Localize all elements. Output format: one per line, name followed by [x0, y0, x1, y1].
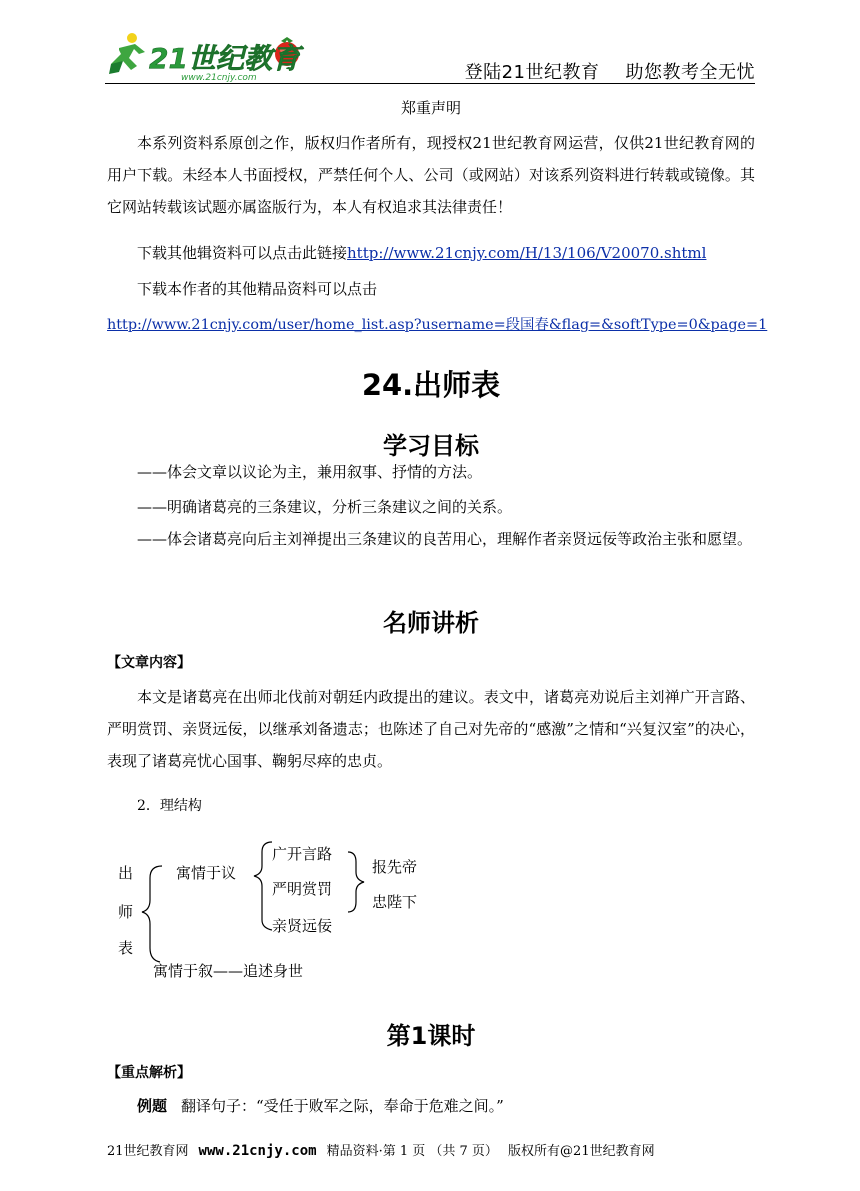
- goal-item-2: ——明确诸葛亮的三条建议，分析三条建议之间的关系。: [137, 498, 513, 516]
- content-label: 【文章内容】: [107, 655, 191, 671]
- link2[interactable]: http://www.21cnjy.com/user/home_list.asp?username=段国春&flag=&softType=0&page=1: [107, 317, 768, 333]
- notice-body: 本系列资料系原创之作，版权归作者所有，现授权21世纪教育网运营，仅供21世纪教育网的用户下载。未经本人书面授权，严禁任何个人、公司（或网站）对该系列资料进行转载或镜像。其它网站转载该试题亦属盗版行为，本人有权追求其法律责任！: [107, 134, 755, 216]
- page-title: 24.出师表: [361, 368, 501, 402]
- goal-item-1: ——体会文章以议论为主，兼用叙事、抒情的方法。: [137, 463, 483, 481]
- bracket-outcomes: [348, 852, 364, 912]
- bracket-suggestions: [254, 842, 272, 930]
- slogan-left: 登陆21世纪教育: [464, 62, 600, 83]
- link1-prefix: 下载其他辑资料可以点击此链接: [137, 244, 348, 262]
- branch-yi: 寓情于议: [176, 864, 237, 882]
- root-char-3: 表: [118, 939, 134, 957]
- bracket-root: [142, 866, 162, 962]
- notice-title: 郑重声明: [400, 99, 461, 117]
- outcome-2: 忠陛下: [372, 893, 418, 911]
- example-label: 例题: [137, 1097, 168, 1115]
- lesson-heading: 第1课时: [386, 1022, 476, 1050]
- structure-label: 2．理结构: [137, 798, 202, 814]
- logo-url: www.21cnjy.com: [181, 73, 257, 82]
- example-text: 翻译句子：“受任于败军之际，奉命于危难之间。”: [181, 1097, 504, 1115]
- outcome-1: 报先帝: [372, 858, 418, 876]
- content-text: 本文是诸葛亮在出师北伐前对朝廷内政提出的建议。表文中，诸葛亮劝说后主刘禅广开言路、严明赏罚、亲贤远佞，以继承刘备遗志；也陈述了自己对先帝的“感激”之情和“兴复汉室”的决心，表现了诸葛亮忧心国事、鞠躬尽瘁的忠贞。: [107, 688, 755, 770]
- link1[interactable]: http://www.21cnjy.com/H/13/106/V20070.shtml: [347, 244, 707, 262]
- root-char-1: 出: [118, 864, 134, 882]
- analysis-heading: 名师讲析: [383, 609, 479, 637]
- goal-item-3: ——体会诸葛亮向后主刘禅提出三条建议的良苦用心，理解作者亲贤远佞等政治主张和愿望。: [137, 530, 753, 548]
- key-label: 【重点解析】: [107, 1065, 191, 1081]
- slogan-right: 助您教考全无忧: [625, 62, 755, 83]
- footer-site: www.21cnjy.com: [198, 1143, 317, 1159]
- suggestion-1: 广开言路: [272, 845, 333, 863]
- footer-left: 21世纪教育网: [107, 1144, 189, 1159]
- page-footer: [107, 1140, 755, 1159]
- branch-xu: 寓情于叙——追述身世: [153, 962, 304, 980]
- example-line: [137, 1090, 755, 1122]
- footer-right: 版权所有@21世纪教育网: [508, 1144, 655, 1159]
- suggestion-2: 严明赏罚: [272, 880, 333, 898]
- logo-text: 21世纪教育: [149, 42, 300, 75]
- root-char-2: 师: [118, 903, 134, 921]
- suggestion-3: 亲贤远佞: [272, 917, 333, 935]
- goals-heading: 学习目标: [383, 432, 479, 460]
- link2-prefix: 下载本作者的其他精品资料可以点击: [137, 280, 378, 298]
- footer-middle: 精品资料·第 1 页 （共 7 页）: [326, 1144, 498, 1159]
